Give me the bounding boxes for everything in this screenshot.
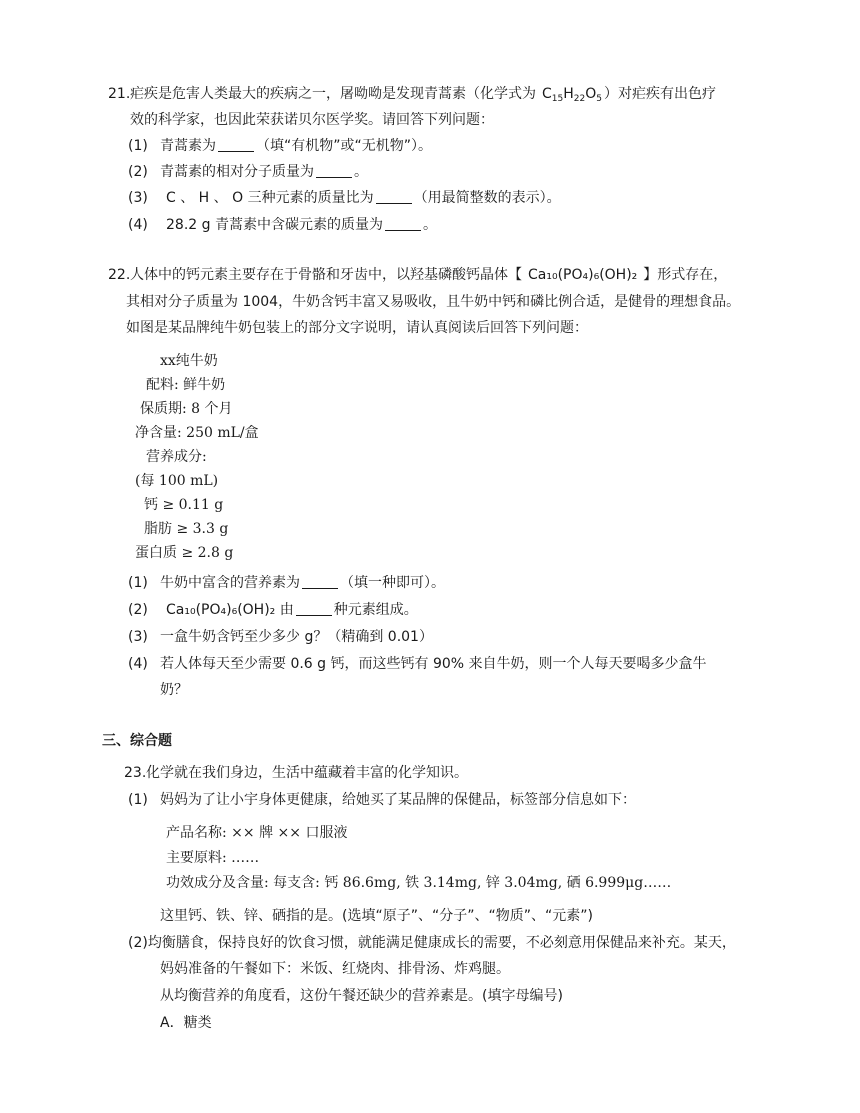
question-number: 21. xyxy=(108,86,131,102)
sub-question: 牛奶中富含的营养素为 （填一种即可）。 xyxy=(160,575,445,591)
question-number: 23. xyxy=(124,765,147,781)
sub-question-number: (4) xyxy=(128,217,148,233)
answer-blank[interactable] xyxy=(302,574,338,589)
sub-question: 一盒牛奶含钙至少多少 g？（精确到 0.01） xyxy=(160,629,433,645)
sub-question: 妈妈为了让小宇身体更健康，给她买了某品牌的保健品，标签部分信息如下： xyxy=(160,792,636,808)
sub-question: 这里钙、铁、锌、硒指的是。(选填“原子”、“分子”、“物质”、“元素”) xyxy=(160,908,593,924)
label-line: 营养成分: xyxy=(146,449,207,465)
option-a[interactable]: A．糖类 xyxy=(160,1015,212,1031)
question-number: 22. xyxy=(108,267,131,283)
sub-question: C 、 H 、 O 三种元素的质量比为 （用最简整数的表示）。 xyxy=(166,190,561,206)
question-text: 疟疾是危害人类最大的疾病之一，屠呦呦是发现青蒿素（化学式为 $C_{15}H_{22}O_5$ ）对疟疾有出色疗 xyxy=(130,86,716,104)
label-line: 保质期: 8 个月 xyxy=(140,401,233,417)
sub-question: 从均衡营养的角度看，这份午餐还缺少的营养素是。(填字母编号) xyxy=(160,988,563,1004)
sub-question-number: (1) xyxy=(128,138,148,154)
sub-question: 28.2 g 青蒿素中含碳元素的质量为 。 xyxy=(166,217,437,233)
answer-blank[interactable] xyxy=(376,189,412,204)
sub-question-number: (1) xyxy=(128,575,148,591)
sub-question-number: (2) xyxy=(128,602,148,618)
sub-question: Ca₁₀(PO₄)₆(OH)₂ 由 种元素组成。 xyxy=(166,602,418,618)
chemical-formula: $C_{15}H_{22}O_5$ xyxy=(542,86,602,104)
sub-question-number: (3) xyxy=(128,629,148,645)
section-title: 三、综合题 xyxy=(102,733,172,749)
answer-blank[interactable] xyxy=(218,137,254,152)
sub-question-number: (1) xyxy=(128,792,148,808)
label-line: 产品名称: ×× 牌 ×× 口服液 xyxy=(166,825,348,841)
sub-question: 青蒿素为 （填“有机物”或“无机物”）。 xyxy=(160,138,433,154)
label-line: 脂肪 ≥ 3.3 g xyxy=(144,521,229,537)
sub-question: (2)均衡膳食，保持良好的饮食习惯，就能满足健康成长的需要，不必刻意用保健品来补充。某天， xyxy=(128,935,736,951)
sub-question: 妈妈准备的午餐如下：米饭、红烧肉、排骨汤、炸鸡腿。 xyxy=(160,961,510,977)
label-line: 功效成分及含量: 每支含: 钙 86.6mg, 铁 3.14mg, 锌 3.04mg, 硒 6.999μg…… xyxy=(166,875,672,891)
question-text: 其相对分子质量为 1004，牛奶含钙丰富又易吸收，且牛奶中钙和磷比例合适，是健骨的理想食品。 xyxy=(126,294,741,310)
sub-question: 若人体每天至少需要 0.6 g 钙，而这些钙有 90% 来自牛奶，则一个人每天要喝多少盒牛 xyxy=(160,656,707,672)
sub-question-number: (4) xyxy=(128,656,148,672)
sub-question: 奶？ xyxy=(160,682,188,698)
label-line: (每 100 mL) xyxy=(135,473,219,489)
label-line: xx纯牛奶 xyxy=(160,353,218,369)
chemical-formula: Ca₁₀(PO₄)₆(OH)₂ xyxy=(528,267,638,283)
answer-blank[interactable] xyxy=(385,216,421,231)
question-text: 效的科学家，也因此荣获诺贝尔医学奖。请回答下列问题： xyxy=(130,112,494,128)
answer-blank[interactable] xyxy=(296,601,332,616)
answer-blank[interactable] xyxy=(316,163,352,178)
label-line: 主要原料: …… xyxy=(166,850,260,866)
question-text: 化学就在我们身边，生活中蕴藏着丰富的化学知识。 xyxy=(146,765,468,781)
label-line: 蛋白质 ≥ 2.8 g xyxy=(135,545,234,561)
label-line: 净含量: 250 mL/盒 xyxy=(135,425,259,441)
question-text: 人体中的钙元素主要存在于骨骼和牙齿中，以羟基磷酸钙晶体【 Ca₁₀(PO₄)₆(OH)₂ 】形式存在， xyxy=(130,267,728,283)
label-line: 钙 ≥ 0.11 g xyxy=(144,497,224,513)
label-line: 配料: 鲜牛奶 xyxy=(146,377,226,393)
question-text: 如图是某品牌纯牛奶包装上的部分文字说明，请认真阅读后回答下列问题： xyxy=(126,320,588,336)
sub-question: 青蒿素的相对分子质量为 。 xyxy=(160,164,368,180)
sub-question-number: (3) xyxy=(128,190,148,206)
sub-question-number: (2) xyxy=(128,164,148,180)
